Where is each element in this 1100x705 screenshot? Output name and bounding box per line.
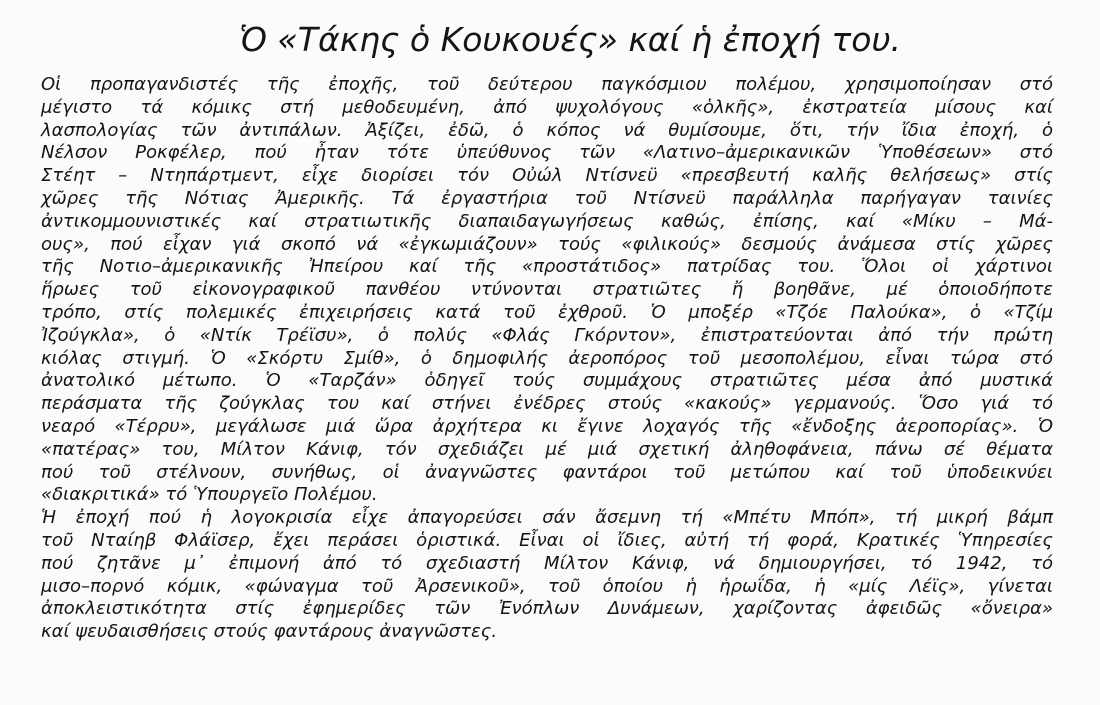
text-line: λασπολογίας τῶν ἀντιπάλων. Ἀξίζει, ἐδῶ, ὁ κόπος νά θυμίσουμε, ὅτι, τήν ἴδια ἐποχή, ὁ xyxy=(41,119,1053,141)
text-line: τρόπο, στίς πολεμικές ἐπιχειρήσεις κατά τοῦ ἐχθροῦ. Ὁ μποξέρ «Τζόε Παλούκα», ὁ «Τζίμ xyxy=(41,301,1053,323)
text-line: Οἱ προπαγανδιστές τῆς ἐποχῆς, τοῦ δεύτερου παγκόσμιου πολέμου, χρησιμοποίησαν στό xyxy=(41,74,1053,95)
text-line: πού τοῦ στέλνουν, συνήθως, οἱ ἀναγνῶστες φαντάροι τοῦ μετώπου καί τοῦ ὑποδεικνύει xyxy=(41,461,1053,483)
text-line: τῆς Νοτιο–ἀμερικανικῆς Ἠπείρου καί τῆς «προστάτιδος» πατρίδας του. Ὅλοι οἱ χάρτινοι xyxy=(41,256,1053,278)
text-line: ους», πού εἶχαν γιά σκοπό νά «ἐγκωμιάζουν» τούς «φιλικούς» δεσμούς ἀνάμεσα στίς χῶρες xyxy=(41,233,1053,255)
page-title: Ὁ «Τάκης ὁ Κουκουές» καί ἡ ἐποχή του. xyxy=(238,20,902,59)
text-line: Νέλσον Ροκφέλερ, πού ἦταν τότε ὑπεύθυνος τῶν «Λατινο–ἀμερικανικῶν Ὑποθέσεων» στό xyxy=(41,142,1053,164)
text-line: ἀποκλειστικότητα στίς ἐφημερίδες τῶν Ἐνόπλων Δυνάμεων, χαρίζοντας ἀφειδῶς «ὄνειρα» xyxy=(41,598,1053,620)
text-line: Στέητ – Ντηπάρτμεντ, εἶχε διορίσει τόν Οὐώλ Ντίσνεϋ «πρεσβευτή καλῆς θελήσεως» στίς xyxy=(41,165,1053,187)
text-line: περάσματα τῆς ζούγκλας του καί στήνει ἐνέδρες στούς «κακούς» γερμανούς. Ὅσο γιά τό xyxy=(41,393,1053,415)
text-line: πού ζητᾶνε μ᾽ ἐπιμονή ἀπό τό σχεδιαστή Μίλτον Κάνιφ, νά δημιουργήσει, τό 1942, τό xyxy=(41,552,1053,574)
text-line: Ἡ ἐποχή πού ἡ λογοκρισία εἶχε ἀπαγορεύσει σάν ἄσεμνη τή «Μπέτυ Μπόπ», τή μικρή βάμπ xyxy=(41,507,1053,529)
text-line: κιόλας στιγμή. Ὁ «Σκόρτυ Σμίθ», ὁ δημοφιλής ἀεροπόρος τοῦ μεσοπολέμου, εἶναι τώρα στό xyxy=(41,347,1053,369)
text-line: ἀνατολικό μέτωπο. Ὁ «Ταρζάν» ὁδηγεῖ τούς συμμάχους στρατιῶτες μέσα ἀπό μυστικά xyxy=(41,370,1053,392)
paragraph-end-line: καί ψευδαισθήσεις στούς φαντάρους ἀναγνῶστες. xyxy=(41,621,498,643)
text-line: Ἰζούγκλα», ὁ «Ντίκ Τρέϊσυ», ὁ πολύς «Φλάς Γκόρντον», ἐπιστρατεύονται ἀπό τήν πρώτη xyxy=(41,324,1053,346)
text-line: ἀντικομμουνιστικές καί στρατιωτικῆς διαπαιδαγωγήσεως καθώς, ἐπίσης, καί «Μίκυ – Μά- xyxy=(41,210,1053,232)
paragraph-end-line: «διακριτικά» τό Ὑπουργεῖο Πολέμου. xyxy=(41,484,378,506)
text-line: μέγιστο τά κόμικς στή μεθοδευμένη, ἀπό ψυχολόγους «ὁλκῆς», ἐκστρατεία μίσους καί xyxy=(41,96,1053,118)
text-line: χῶρες τῆς Νότιας Ἀμερικῆς. Τά ἐργαστήρια τοῦ Ντίσνεϋ παράλληλα παρήγαγαν ταινίες xyxy=(41,187,1053,209)
text-line: ἥρωες τοῦ εἰκονογραφικοῦ πανθέου ντύνονται στρατιῶτες ἤ βοηθᾶνε, μέ ὁποιοδήποτε xyxy=(41,279,1053,301)
text-line: «πατέρας» του, Μίλτον Κάνιφ, τόν σχεδιάζει μέ μιά σχετική ἀληθοφάνεια, πάνω σέ θέματα xyxy=(41,438,1053,460)
text-line: τοῦ Νταίηβ Φλάϊσερ, ἔχει περάσει ὁριστικά. Εἶναι οἱ ἴδιες, αὐτή τή φορά, Κρατικές Ὑπηρεσίες xyxy=(41,529,1053,551)
text-line: νεαρό «Τέρρυ», μεγάλωσε μιά ὥρα ἀρχήτερα κι ἔγινε λοχαγός τῆς «ἔνδοξης ἀεροπορίας». Ὁ xyxy=(41,415,1053,437)
article-body xyxy=(41,74,1053,644)
text-line: μισο–πορνό κόμικ, «φώναγμα τοῦ Ἀρσενικοῦ», τοῦ ὁποίου ἡ ἡρωΐδα, ἡ «μίς Λέϊς», γίνεται xyxy=(41,575,1053,597)
